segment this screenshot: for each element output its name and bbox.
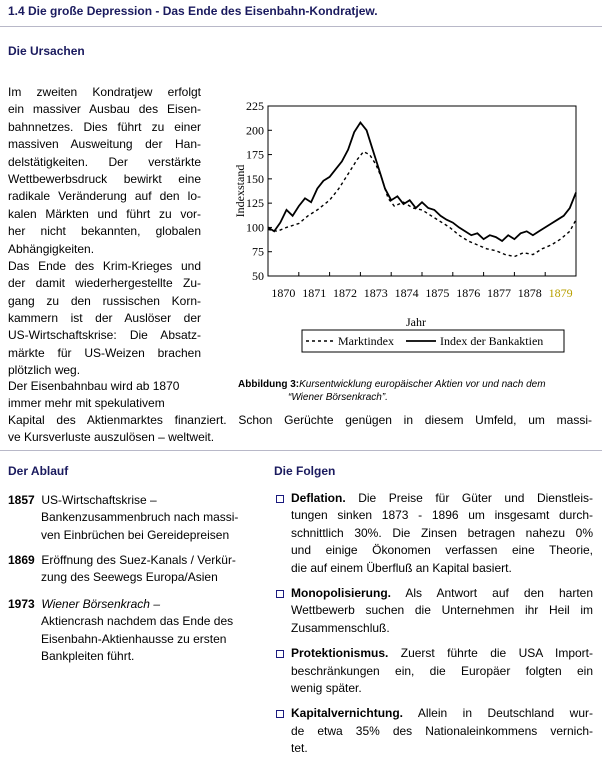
folgen-list bbox=[274, 490, 594, 757]
ablauf-text: US-Wirtschaftskrise – bbox=[41, 493, 157, 507]
folgen-item-protektionismus bbox=[274, 645, 594, 697]
text-line: delstätigkeiten. Der verstärkte bbox=[8, 154, 201, 169]
ablauf-text: zung des Seewegs Europa/Asien bbox=[41, 570, 218, 585]
text-line: massiven Ausweitung der Han- bbox=[8, 137, 201, 152]
text-line: gang zu den russischen Korn- bbox=[8, 293, 201, 308]
text-line: radikale Veränderung auf den lo- bbox=[8, 189, 201, 204]
y-axis-label: Indexstand bbox=[233, 164, 247, 218]
y-tick-label: 75 bbox=[252, 244, 264, 259]
x-tick-label: 1877 bbox=[487, 286, 511, 300]
x-tick-label: 1871 bbox=[302, 286, 327, 300]
y-tick-label: 100 bbox=[246, 220, 264, 235]
ablauf-item-1973 bbox=[8, 596, 268, 666]
text-line: Abhängigkeiten. bbox=[8, 241, 95, 256]
text-line: kalen Märkten und führt zu vor- bbox=[8, 206, 201, 221]
stock-index-chart bbox=[230, 92, 590, 372]
x-tick-label: 1878 bbox=[517, 286, 542, 300]
text-line: immer mehr mit spekulativem bbox=[8, 396, 165, 411]
checkbox-bullet-icon bbox=[276, 590, 284, 598]
y-tick-label: 200 bbox=[246, 123, 264, 138]
y-tick-label: 175 bbox=[246, 147, 264, 162]
ablauf-heading: Der Ablauf bbox=[8, 464, 69, 478]
text-line: bahnnetzes. Dies führt zu einer bbox=[8, 119, 201, 134]
text-line: märkte für US-Weizen brachen bbox=[8, 345, 201, 360]
ablauf-year: 1857 bbox=[8, 493, 35, 507]
folge-text: Zuerst führte die USA Import- bbox=[400, 646, 593, 661]
folge-text: schnittlich 30%. Die Zinsen betragen nahezu 0% bbox=[291, 525, 593, 540]
x-tick-label: 1876 bbox=[456, 286, 481, 300]
x-tick-label: 1879 bbox=[548, 286, 573, 300]
legend-label-bankaktien: Index der Bankaktien bbox=[440, 334, 544, 348]
text-line: US-Wirtschaftskrise: Die Absatz- bbox=[8, 328, 201, 343]
folge-text: die auf einem Überfluß an Kapital basiert. bbox=[291, 560, 512, 575]
folgen-item-kapitalvernichtung bbox=[274, 705, 594, 757]
ablauf-year: 1869 bbox=[8, 553, 35, 567]
checkbox-bullet-icon bbox=[276, 650, 284, 658]
folgen-item-monopolisierung bbox=[274, 585, 594, 637]
text-line: ein massiver Ausbau des Eisen- bbox=[8, 102, 201, 117]
ursachen-paragraph bbox=[8, 84, 201, 380]
text-line: Im zweiten Kondratjew erfolgt bbox=[8, 85, 201, 99]
folge-text: tet. bbox=[291, 741, 308, 756]
y-tick-label: 150 bbox=[246, 171, 264, 186]
folge-term: Kapitalvernichtung. bbox=[291, 706, 404, 721]
checkbox-bullet-icon bbox=[276, 710, 284, 718]
x-tick-label: 1872 bbox=[333, 286, 357, 300]
x-tick-label: 1870 bbox=[271, 286, 296, 300]
text-line: ve Kursverluste auszulösen – weltweit. bbox=[8, 430, 215, 445]
text-line: Kapital des Aktienmarktes finanziert. Schon Gerüchte genügen in diesem Umfeld, um massi- bbox=[8, 413, 592, 427]
folge-text: Wettbewerb suchen die Unternehmen ihr Heil im bbox=[291, 603, 593, 618]
section-divider bbox=[0, 450, 602, 451]
y-tick-label: 225 bbox=[246, 99, 264, 113]
text-line: plötzlich weg. bbox=[8, 363, 81, 378]
text-line: Das Ende des Krim-Krieges und bbox=[8, 258, 201, 273]
x-axis-label: Jahr bbox=[406, 315, 426, 329]
folgen-heading: Die Folgen bbox=[274, 464, 336, 478]
ablauf-text: Wiener Börsenkrach – bbox=[41, 597, 160, 611]
ablauf-year: 1973 bbox=[8, 597, 35, 611]
y-tick-label: 50 bbox=[252, 269, 264, 283]
eisenbahn-paragraph bbox=[8, 378, 226, 413]
ablauf-text: Aktiencrash nachdem das Ende des bbox=[41, 614, 234, 629]
folge-text: tungen sinken 1873 - 1896 um insgesamt durch- bbox=[291, 508, 593, 523]
x-tick-label: 1875 bbox=[425, 286, 450, 300]
caption-text-2: “Wiener Börsenkrach”. bbox=[288, 392, 388, 403]
x-tick-label: 1873 bbox=[363, 286, 388, 300]
folge-text: Allein in Deutschland wur- bbox=[417, 706, 594, 721]
folge-term: Monopolisierung. bbox=[291, 585, 391, 600]
legend-label-marktindex: Marktindex bbox=[338, 334, 394, 348]
x-tick-label: 1874 bbox=[394, 286, 419, 300]
folge-text: wenig später. bbox=[291, 680, 362, 695]
text-line: Der Eisenbahnbau wird ab 1870 bbox=[8, 379, 180, 393]
series-line-bankaktien bbox=[268, 123, 576, 242]
ursachen-heading: Die Ursachen bbox=[8, 44, 85, 58]
figure-caption bbox=[238, 378, 598, 404]
folge-text: beschränkungen ein, die Europäer folgten ein bbox=[291, 663, 593, 678]
ablauf-text: Eisenbahn-Aktienhausse zu ersten bbox=[41, 631, 227, 646]
folge-term: Deflation. bbox=[291, 491, 346, 505]
page-title: 1.4 Die große Depression - Das Ende des Eisenbahn-Kondratjew. bbox=[8, 4, 378, 18]
y-tick-label: 125 bbox=[246, 196, 264, 211]
caption-label: Abbildung 3: bbox=[238, 379, 300, 390]
ablauf-text: Bankpleiten führt. bbox=[41, 649, 135, 664]
kapital-paragraph bbox=[8, 412, 592, 447]
folge-term: Protektionismus. bbox=[291, 646, 389, 661]
text-line: der damit wiederhergestellte Zu- bbox=[8, 276, 201, 291]
text-line: kammern ist der Auslöser der bbox=[8, 311, 201, 326]
folge-text: Die Preise für Güter und Dienstleis- bbox=[358, 491, 593, 505]
caption-text: Kursentwicklung europäischer Aktien vor und nach dem bbox=[299, 379, 546, 390]
text-line: her nicht bekannten, globalen bbox=[8, 224, 201, 239]
plot-frame bbox=[268, 106, 576, 276]
title-divider bbox=[0, 26, 602, 27]
ablauf-item-1869 bbox=[8, 552, 278, 587]
series-line-marktindex bbox=[268, 152, 576, 257]
ablauf-item-1857 bbox=[8, 492, 268, 544]
folge-text: Zusammenschluß. bbox=[291, 620, 390, 635]
folgen-item-deflation bbox=[274, 490, 594, 577]
folge-text: und einige Ökonomen verfassen eine Theorie, bbox=[291, 543, 593, 558]
ablauf-text: Eröffnung des Suez-Kanals / Verkür- bbox=[41, 553, 236, 567]
folge-text: de etwa 35% des Nationaleinkommens vernich- bbox=[291, 723, 593, 738]
ablauf-text: Bankenzusammenbruch nach massi- bbox=[41, 510, 239, 525]
text-line: Wettbewerbsdruck bewirkt eine bbox=[8, 171, 201, 186]
ablauf-text: ven Einbrüchen bei Gereidepreisen bbox=[41, 527, 230, 542]
folge-text: Als Antwort auf den harten bbox=[405, 585, 593, 600]
checkbox-bullet-icon bbox=[276, 495, 284, 503]
chart-svg bbox=[230, 92, 590, 372]
